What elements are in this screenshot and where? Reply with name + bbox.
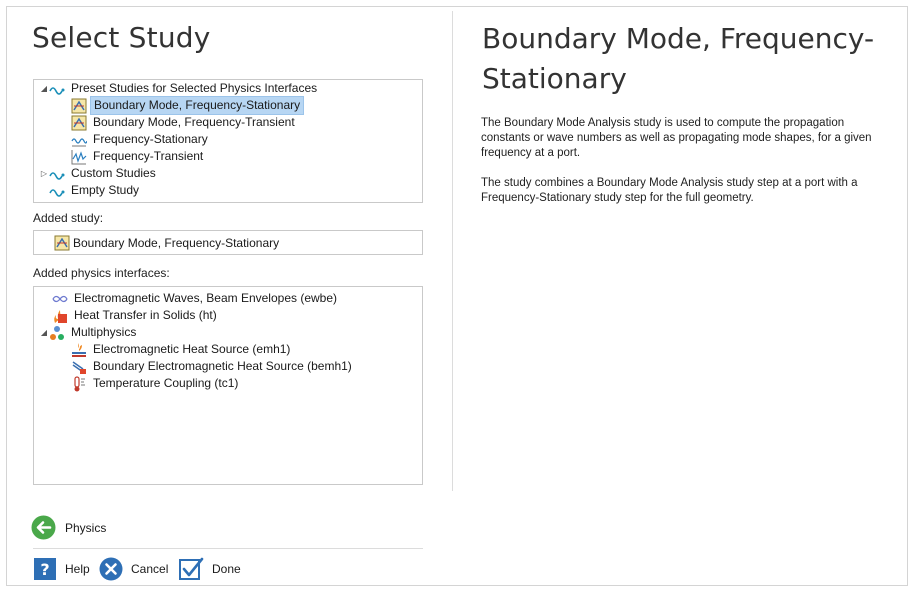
done-button[interactable]: [178, 556, 241, 582]
frequency-transient-icon: [71, 149, 87, 165]
study-title: Boundary Mode, Frequency-Stationary: [482, 22, 875, 95]
help-button[interactable]: [33, 556, 90, 582]
cancel-button[interactable]: [99, 556, 168, 582]
tree-item-frequency-stationary[interactable]: [71, 131, 211, 148]
physics-item-label: Multiphysics: [71, 325, 137, 339]
right-panel: [453, 7, 907, 585]
physics-item-emh1[interactable]: [71, 341, 293, 358]
beam-envelope-icon: [52, 291, 68, 307]
tree-item-frequency-transient[interactable]: [71, 148, 206, 165]
tree-item-label: Preset Studies for Selected Physics Interfaces: [71, 81, 318, 95]
tree-item-label: Boundary Mode, Frequency-Transient: [93, 115, 295, 129]
study-description-2: The study combines a Boundary Mode Analysis study step at a port with a Frequency-Stationary study step for the full geometry.: [481, 177, 858, 204]
tree-item-label: Custom Studies: [71, 166, 156, 180]
checkmark-icon: [178, 556, 204, 582]
study-tree[interactable]: [33, 79, 423, 203]
back-arrow-icon: [31, 515, 56, 540]
tree-item-empty-study[interactable]: [49, 182, 142, 199]
tree-item-boundary-mode-freq-transient[interactable]: [71, 114, 298, 131]
page-title: Select Study: [32, 21, 211, 54]
physics-item-bemh1[interactable]: [71, 358, 355, 375]
cancel-label: Cancel: [131, 562, 169, 576]
added-study-value: Boundary Mode, Frequency-Stationary: [73, 235, 280, 250]
boundary-mode-study-icon: [54, 235, 70, 251]
added-study-label: Added study:: [33, 211, 104, 225]
physics-item-multiphysics[interactable]: [39, 324, 139, 341]
physics-item-tc1[interactable]: [71, 375, 241, 392]
physics-item-label: Electromagnetic Heat Source (emh1): [93, 342, 291, 356]
tree-item-label: Frequency-Stationary: [93, 132, 208, 146]
temperature-coupling-icon: [71, 376, 87, 392]
study-folder-icon: [49, 81, 65, 97]
physics-tree[interactable]: [33, 286, 423, 485]
tree-item-preset-studies[interactable]: [39, 80, 320, 97]
added-physics-label: Added physics interfaces:: [33, 266, 170, 280]
tree-item-boundary-mode-freq-stationary[interactable]: [71, 97, 304, 114]
cancel-icon: [99, 557, 123, 581]
multiphysics-icon: [49, 325, 65, 341]
physics-item-label: Temperature Coupling (tc1): [93, 376, 239, 390]
select-study-window: [6, 6, 908, 586]
help-label: Help: [65, 562, 90, 576]
electromagnetic-heat-source-icon: [71, 342, 87, 358]
back-to-physics-label: Physics: [65, 520, 107, 535]
physics-item-ewbe[interactable]: [52, 290, 340, 307]
frequency-stationary-icon: [71, 132, 87, 148]
physics-item-ht[interactable]: [52, 307, 220, 324]
study-folder-icon: [49, 166, 65, 182]
tree-item-custom-studies[interactable]: [39, 165, 159, 182]
physics-item-label: Heat Transfer in Solids (ht): [74, 308, 217, 322]
done-label: Done: [212, 562, 241, 576]
back-to-physics-button[interactable]: [31, 515, 106, 540]
added-study-field: [33, 230, 423, 255]
divider: [33, 548, 423, 549]
tree-item-label: Boundary Mode, Frequency-Stationary: [90, 96, 304, 115]
physics-item-label: Electromagnetic Waves, Beam Envelopes (ewbe): [74, 291, 338, 305]
expanded-triangle-icon[interactable]: ◢: [40, 84, 48, 93]
help-icon: [33, 557, 57, 581]
expanded-triangle-icon[interactable]: ◢: [40, 328, 48, 337]
collapsed-triangle-icon[interactable]: ▷: [40, 169, 48, 178]
svg-text:?: ?: [40, 560, 50, 579]
study-folder-icon: [49, 183, 65, 199]
boundary-mode-study-icon: [71, 98, 87, 114]
physics-item-label: Boundary Electromagnetic Heat Source (bemh1): [93, 359, 352, 373]
boundary-mode-study-icon: [71, 115, 87, 131]
heat-transfer-icon: [52, 308, 68, 324]
tree-item-label: Frequency-Transient: [93, 149, 204, 163]
study-description-1: The Boundary Mode Analysis study is used to compute the propagation constants or wave numbers as well as propagating mode shapes, for a given frequency at a port.: [481, 117, 872, 159]
left-panel: [7, 7, 452, 585]
boundary-heat-source-icon: [71, 359, 87, 375]
tree-item-label: Empty Study: [71, 183, 140, 197]
